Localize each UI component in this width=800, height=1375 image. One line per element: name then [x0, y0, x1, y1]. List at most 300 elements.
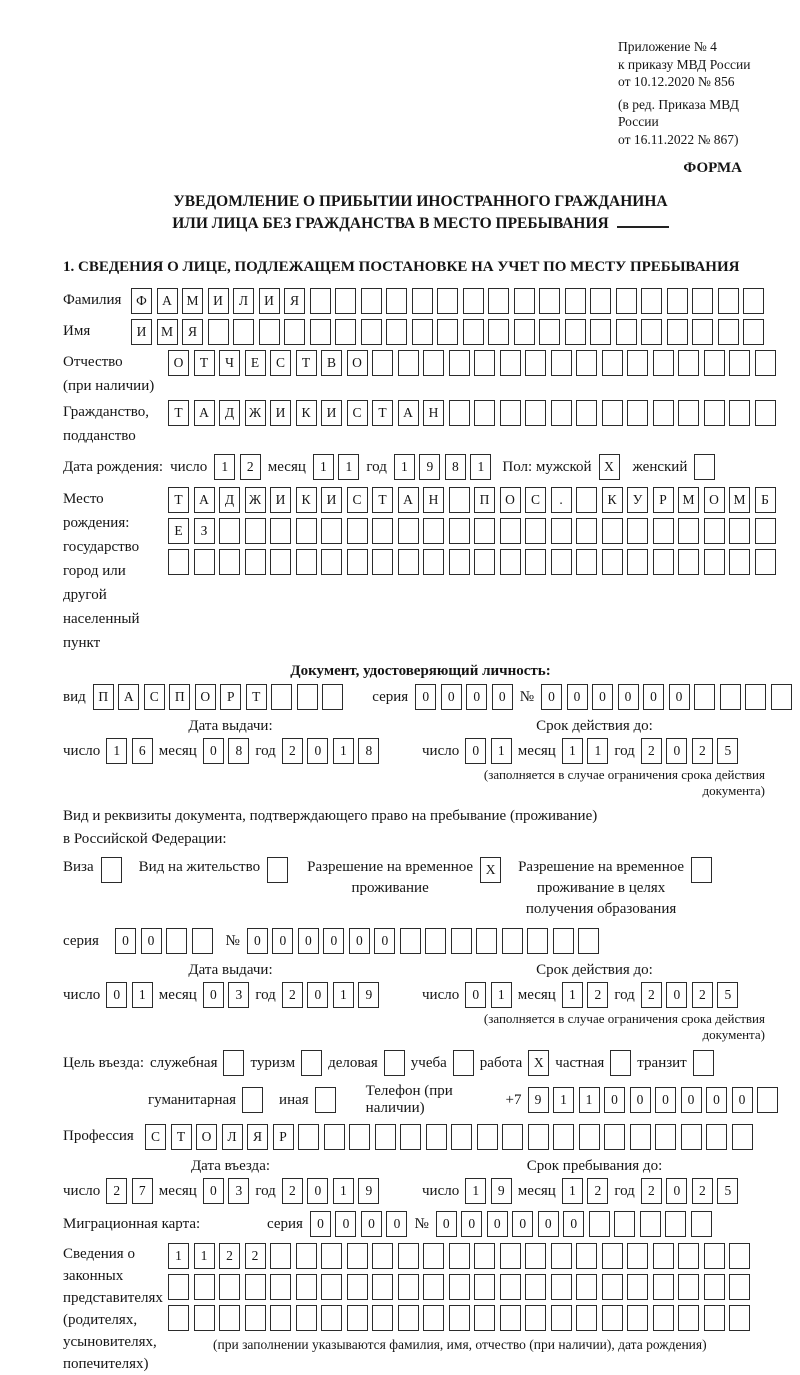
char-cell-empty[interactable]: [691, 857, 712, 883]
char-cell-filled[interactable]: 2: [282, 982, 303, 1008]
char-cell-filled[interactable]: М: [157, 319, 178, 345]
char-cell-filled[interactable]: 1: [470, 454, 491, 480]
char-cell-filled[interactable]: В: [321, 350, 342, 376]
char-cell-filled[interactable]: 1: [338, 454, 359, 480]
char-cell-filled[interactable]: А: [398, 487, 419, 513]
char-cell-empty[interactable]: [242, 1087, 263, 1113]
char-cell-filled[interactable]: 5: [717, 1178, 738, 1204]
char-cell-filled[interactable]: У: [627, 487, 648, 513]
char-cell-empty[interactable]: [449, 518, 470, 544]
char-cell-empty[interactable]: [347, 518, 368, 544]
char-cell-filled[interactable]: Ж: [245, 487, 266, 513]
char-cell-filled[interactable]: Ч: [219, 350, 240, 376]
char-cell-empty[interactable]: [578, 928, 599, 954]
char-cell-filled[interactable]: 0: [247, 928, 268, 954]
char-cell-filled[interactable]: М: [182, 288, 203, 314]
char-cell-empty[interactable]: [576, 487, 597, 513]
char-cell-empty[interactable]: [681, 1124, 702, 1150]
char-cell-empty[interactable]: [718, 319, 739, 345]
char-cell-filled[interactable]: 9: [528, 1087, 549, 1113]
char-cell-empty[interactable]: [729, 1243, 750, 1269]
char-cell-empty[interactable]: [463, 319, 484, 345]
char-cell-filled[interactable]: 2: [692, 1178, 713, 1204]
char-cell-filled[interactable]: 0: [681, 1087, 702, 1113]
char-cell-empty[interactable]: [729, 350, 750, 376]
char-cell-empty[interactable]: [551, 549, 572, 575]
char-cell-empty[interactable]: [640, 1211, 661, 1237]
char-cell-empty[interactable]: [321, 1274, 342, 1300]
char-cell-empty[interactable]: [270, 1274, 291, 1300]
char-cell-empty[interactable]: [678, 549, 699, 575]
char-cell-empty[interactable]: [398, 1243, 419, 1269]
char-cell-filled[interactable]: 5: [717, 982, 738, 1008]
char-cell-empty[interactable]: [525, 400, 546, 426]
char-cell-empty[interactable]: [576, 350, 597, 376]
char-cell-empty[interactable]: [500, 549, 521, 575]
char-cell-filled[interactable]: 0: [335, 1211, 356, 1237]
char-cell-empty[interactable]: [732, 1124, 753, 1150]
char-cell-empty[interactable]: [335, 319, 356, 345]
char-cell-filled[interactable]: Я: [284, 288, 305, 314]
char-cell-filled[interactable]: М: [678, 487, 699, 513]
char-cell-empty[interactable]: [398, 518, 419, 544]
char-cell-empty[interactable]: [655, 1124, 676, 1150]
char-cell-filled[interactable]: 2: [692, 738, 713, 764]
char-cell-empty[interactable]: [284, 319, 305, 345]
char-cell-empty[interactable]: [449, 1243, 470, 1269]
char-cell-empty[interactable]: [553, 928, 574, 954]
char-cell-empty[interactable]: [425, 928, 446, 954]
char-cell-empty[interactable]: [449, 350, 470, 376]
char-cell-filled[interactable]: И: [270, 400, 291, 426]
char-cell-filled[interactable]: 0: [666, 1178, 687, 1204]
char-cell-filled[interactable]: К: [296, 487, 317, 513]
char-cell-filled[interactable]: 0: [106, 982, 127, 1008]
char-cell-empty[interactable]: [729, 549, 750, 575]
char-cell-filled[interactable]: 2: [587, 982, 608, 1008]
char-cell-filled[interactable]: 0: [307, 1178, 328, 1204]
char-cell-empty[interactable]: [423, 1243, 444, 1269]
char-cell-filled[interactable]: И: [321, 400, 342, 426]
char-cell-empty[interactable]: [525, 518, 546, 544]
char-cell-empty[interactable]: [474, 1243, 495, 1269]
char-cell-empty[interactable]: [665, 1211, 686, 1237]
char-cell-empty[interactable]: [589, 1211, 610, 1237]
char-cell-filled[interactable]: Р: [220, 684, 241, 710]
char-cell-filled[interactable]: 0: [141, 928, 162, 954]
char-cell-filled[interactable]: 0: [436, 1211, 457, 1237]
char-cell-filled[interactable]: 0: [512, 1211, 533, 1237]
char-cell-empty[interactable]: [296, 549, 317, 575]
char-cell-empty[interactable]: [296, 1243, 317, 1269]
char-cell-empty[interactable]: [463, 288, 484, 314]
char-cell-empty[interactable]: [372, 350, 393, 376]
char-cell-empty[interactable]: [361, 319, 382, 345]
char-cell-empty[interactable]: [474, 350, 495, 376]
char-cell-filled[interactable]: 0: [310, 1211, 331, 1237]
char-cell-empty[interactable]: [551, 1243, 572, 1269]
char-cell-empty[interactable]: [755, 549, 776, 575]
char-cell-empty[interactable]: [616, 319, 637, 345]
char-cell-filled[interactable]: 0: [415, 684, 436, 710]
char-cell-filled[interactable]: 1: [214, 454, 235, 480]
char-cell-empty[interactable]: [551, 518, 572, 544]
char-cell-empty[interactable]: [610, 1050, 631, 1076]
char-cell-filled[interactable]: 7: [132, 1178, 153, 1204]
char-cell-empty[interactable]: [347, 1243, 368, 1269]
char-cell-empty[interactable]: [743, 319, 764, 345]
char-cell-empty[interactable]: [525, 549, 546, 575]
char-cell-filled[interactable]: А: [118, 684, 139, 710]
char-cell-filled[interactable]: 8: [228, 738, 249, 764]
char-cell-empty[interactable]: [347, 1305, 368, 1331]
char-cell-empty[interactable]: [451, 928, 472, 954]
char-cell-empty[interactable]: [616, 288, 637, 314]
char-cell-empty[interactable]: [321, 518, 342, 544]
char-cell-empty[interactable]: [729, 1305, 750, 1331]
char-cell-empty[interactable]: [477, 1124, 498, 1150]
char-cell-filled[interactable]: 1: [168, 1243, 189, 1269]
char-cell-filled[interactable]: О: [500, 487, 521, 513]
char-cell-empty[interactable]: [551, 400, 572, 426]
char-cell-filled[interactable]: .: [551, 487, 572, 513]
char-cell-empty[interactable]: [347, 1274, 368, 1300]
char-cell-empty[interactable]: [551, 350, 572, 376]
char-cell-empty[interactable]: [678, 350, 699, 376]
char-cell-filled[interactable]: П: [93, 684, 114, 710]
char-cell-empty[interactable]: [576, 518, 597, 544]
char-cell-filled[interactable]: 2: [587, 1178, 608, 1204]
char-cell-empty[interactable]: [426, 1124, 447, 1150]
char-cell-filled[interactable]: X: [528, 1050, 549, 1076]
char-cell-filled[interactable]: 1: [132, 982, 153, 1008]
char-cell-filled[interactable]: 1: [194, 1243, 215, 1269]
char-cell-empty[interactable]: [743, 288, 764, 314]
char-cell-empty[interactable]: [514, 319, 535, 345]
char-cell-empty[interactable]: [372, 1243, 393, 1269]
char-cell-empty[interactable]: [627, 350, 648, 376]
char-cell-empty[interactable]: [168, 1305, 189, 1331]
char-cell-empty[interactable]: [590, 319, 611, 345]
char-cell-empty[interactable]: [192, 928, 213, 954]
char-cell-empty[interactable]: [704, 518, 725, 544]
char-cell-filled[interactable]: 0: [655, 1087, 676, 1113]
char-cell-empty[interactable]: [474, 549, 495, 575]
char-cell-empty[interactable]: [449, 487, 470, 513]
char-cell-empty[interactable]: [449, 1274, 470, 1300]
char-cell-empty[interactable]: [755, 350, 776, 376]
char-cell-empty[interactable]: [437, 288, 458, 314]
char-cell-filled[interactable]: 1: [553, 1087, 574, 1113]
char-cell-empty[interactable]: [245, 1274, 266, 1300]
char-cell-empty[interactable]: [539, 319, 560, 345]
char-cell-empty[interactable]: [527, 928, 548, 954]
char-cell-empty[interactable]: [653, 1243, 674, 1269]
char-cell-empty[interactable]: [488, 288, 509, 314]
char-cell-empty[interactable]: [219, 549, 240, 575]
char-cell-empty[interactable]: [704, 350, 725, 376]
char-cell-empty[interactable]: [423, 1274, 444, 1300]
char-cell-empty[interactable]: [474, 518, 495, 544]
char-cell-empty[interactable]: [678, 1274, 699, 1300]
char-cell-filled[interactable]: 3: [228, 1178, 249, 1204]
char-cell-empty[interactable]: [474, 1274, 495, 1300]
char-cell-filled[interactable]: 1: [491, 738, 512, 764]
char-cell-empty[interactable]: [576, 1243, 597, 1269]
char-cell-filled[interactable]: Т: [372, 487, 393, 513]
char-cell-filled[interactable]: 2: [641, 738, 662, 764]
char-cell-filled[interactable]: 0: [461, 1211, 482, 1237]
char-cell-empty[interactable]: [347, 549, 368, 575]
char-cell-filled[interactable]: 0: [203, 982, 224, 1008]
char-cell-filled[interactable]: 1: [333, 982, 354, 1008]
char-cell-filled[interactable]: 0: [386, 1211, 407, 1237]
char-cell-empty[interactable]: [627, 1305, 648, 1331]
char-cell-empty[interactable]: [692, 288, 713, 314]
char-cell-empty[interactable]: [667, 319, 688, 345]
char-cell-filled[interactable]: 3: [228, 982, 249, 1008]
char-cell-empty[interactable]: [678, 1243, 699, 1269]
char-cell-empty[interactable]: [755, 400, 776, 426]
char-cell-filled[interactable]: 0: [466, 684, 487, 710]
char-cell-empty[interactable]: [704, 1243, 725, 1269]
char-cell-empty[interactable]: [602, 518, 623, 544]
char-cell-filled[interactable]: Н: [423, 400, 444, 426]
char-cell-empty[interactable]: [551, 1274, 572, 1300]
char-cell-empty[interactable]: [502, 928, 523, 954]
char-cell-filled[interactable]: 0: [538, 1211, 559, 1237]
char-cell-filled[interactable]: О: [347, 350, 368, 376]
char-cell-filled[interactable]: 1: [587, 738, 608, 764]
char-cell-empty[interactable]: [372, 518, 393, 544]
char-cell-empty[interactable]: [641, 319, 662, 345]
char-cell-empty[interactable]: [321, 1243, 342, 1269]
char-cell-filled[interactable]: Б: [755, 487, 776, 513]
char-cell-empty[interactable]: [551, 1305, 572, 1331]
char-cell-empty[interactable]: [500, 350, 521, 376]
char-cell-filled[interactable]: К: [602, 487, 623, 513]
char-cell-empty[interactable]: [579, 1124, 600, 1150]
char-cell-empty[interactable]: [590, 288, 611, 314]
char-cell-filled[interactable]: Т: [171, 1124, 192, 1150]
char-cell-empty[interactable]: [525, 1274, 546, 1300]
char-cell-empty[interactable]: [101, 857, 122, 883]
char-cell-empty[interactable]: [245, 518, 266, 544]
char-cell-empty[interactable]: [691, 1211, 712, 1237]
char-cell-empty[interactable]: [194, 1305, 215, 1331]
char-cell-filled[interactable]: С: [145, 1124, 166, 1150]
char-cell-filled[interactable]: Е: [168, 518, 189, 544]
char-cell-empty[interactable]: [528, 1124, 549, 1150]
char-cell-empty[interactable]: [310, 288, 331, 314]
char-cell-empty[interactable]: [502, 1124, 523, 1150]
char-cell-empty[interactable]: [653, 518, 674, 544]
char-cell-empty[interactable]: [476, 928, 497, 954]
char-cell-empty[interactable]: [398, 1305, 419, 1331]
char-cell-filled[interactable]: 0: [630, 1087, 651, 1113]
char-cell-empty[interactable]: [451, 1124, 472, 1150]
char-cell-filled[interactable]: 1: [313, 454, 334, 480]
char-cell-filled[interactable]: 1: [562, 1178, 583, 1204]
char-cell-filled[interactable]: 1: [394, 454, 415, 480]
char-cell-empty[interactable]: [324, 1124, 345, 1150]
char-cell-empty[interactable]: [525, 1305, 546, 1331]
char-cell-empty[interactable]: [315, 1087, 336, 1113]
char-cell-empty[interactable]: [384, 1050, 405, 1076]
char-cell-filled[interactable]: 0: [298, 928, 319, 954]
char-cell-filled[interactable]: 0: [349, 928, 370, 954]
char-cell-filled[interactable]: Я: [247, 1124, 268, 1150]
char-cell-empty[interactable]: [745, 684, 766, 710]
char-cell-filled[interactable]: 0: [643, 684, 664, 710]
char-cell-filled[interactable]: П: [169, 684, 190, 710]
char-cell-empty[interactable]: [706, 1124, 727, 1150]
char-cell-empty[interactable]: [296, 518, 317, 544]
char-cell-empty[interactable]: [602, 1274, 623, 1300]
char-cell-empty[interactable]: [298, 1124, 319, 1150]
char-cell-empty[interactable]: [321, 549, 342, 575]
char-cell-filled[interactable]: 0: [465, 738, 486, 764]
char-cell-empty[interactable]: [386, 288, 407, 314]
char-cell-empty[interactable]: [412, 288, 433, 314]
char-cell-filled[interactable]: Т: [168, 487, 189, 513]
char-cell-filled[interactable]: 0: [563, 1211, 584, 1237]
char-cell-filled[interactable]: Р: [273, 1124, 294, 1150]
char-cell-filled[interactable]: Ж: [245, 400, 266, 426]
char-cell-filled[interactable]: 1: [562, 982, 583, 1008]
char-cell-filled[interactable]: 9: [358, 1178, 379, 1204]
char-cell-empty[interactable]: [297, 684, 318, 710]
char-cell-filled[interactable]: 0: [203, 738, 224, 764]
char-cell-filled[interactable]: 0: [706, 1087, 727, 1113]
char-cell-filled[interactable]: 0: [666, 738, 687, 764]
char-cell-filled[interactable]: 0: [669, 684, 690, 710]
char-cell-empty[interactable]: [449, 549, 470, 575]
char-cell-filled[interactable]: К: [296, 400, 317, 426]
char-cell-empty[interactable]: [474, 1305, 495, 1331]
char-cell-empty[interactable]: [771, 684, 792, 710]
char-cell-empty[interactable]: [372, 1274, 393, 1300]
char-cell-filled[interactable]: 1: [579, 1087, 600, 1113]
char-cell-empty[interactable]: [449, 1305, 470, 1331]
char-cell-empty[interactable]: [361, 288, 382, 314]
char-cell-filled[interactable]: С: [270, 350, 291, 376]
char-cell-filled[interactable]: 5: [717, 738, 738, 764]
char-cell-empty[interactable]: [653, 350, 674, 376]
char-cell-empty[interactable]: [372, 549, 393, 575]
char-cell-empty[interactable]: [386, 319, 407, 345]
char-cell-filled[interactable]: 0: [541, 684, 562, 710]
char-cell-filled[interactable]: 0: [441, 684, 462, 710]
char-cell-filled[interactable]: Д: [219, 400, 240, 426]
char-cell-empty[interactable]: [553, 1124, 574, 1150]
char-cell-empty[interactable]: [539, 288, 560, 314]
char-cell-filled[interactable]: 0: [374, 928, 395, 954]
char-cell-empty[interactable]: [757, 1087, 778, 1113]
char-cell-empty[interactable]: [412, 319, 433, 345]
char-cell-empty[interactable]: [565, 288, 586, 314]
char-cell-empty[interactable]: [449, 400, 470, 426]
char-cell-empty[interactable]: [322, 684, 343, 710]
char-cell-filled[interactable]: И: [270, 487, 291, 513]
char-cell-empty[interactable]: [641, 288, 662, 314]
char-cell-filled[interactable]: X: [599, 454, 620, 480]
char-cell-empty[interactable]: [729, 1274, 750, 1300]
char-cell-empty[interactable]: [267, 857, 288, 883]
char-cell-filled[interactable]: 0: [272, 928, 293, 954]
char-cell-empty[interactable]: [270, 1243, 291, 1269]
char-cell-empty[interactable]: [423, 518, 444, 544]
char-cell-empty[interactable]: [602, 350, 623, 376]
char-cell-filled[interactable]: 2: [282, 1178, 303, 1204]
char-cell-filled[interactable]: С: [525, 487, 546, 513]
char-cell-filled[interactable]: 0: [465, 982, 486, 1008]
char-cell-filled[interactable]: 0: [115, 928, 136, 954]
char-cell-empty[interactable]: [602, 1243, 623, 1269]
char-cell-filled[interactable]: Н: [423, 487, 444, 513]
char-cell-empty[interactable]: [194, 1274, 215, 1300]
char-cell-filled[interactable]: 0: [203, 1178, 224, 1204]
char-cell-filled[interactable]: 0: [592, 684, 613, 710]
char-cell-filled[interactable]: М: [729, 487, 750, 513]
char-cell-empty[interactable]: [627, 400, 648, 426]
char-cell-filled[interactable]: 2: [240, 454, 261, 480]
char-cell-filled[interactable]: Л: [222, 1124, 243, 1150]
char-cell-empty[interactable]: [398, 549, 419, 575]
char-cell-filled[interactable]: 0: [487, 1211, 508, 1237]
char-cell-filled[interactable]: 0: [732, 1087, 753, 1113]
char-cell-filled[interactable]: 2: [641, 982, 662, 1008]
char-cell-filled[interactable]: С: [144, 684, 165, 710]
char-cell-filled[interactable]: И: [259, 288, 280, 314]
char-cell-empty[interactable]: [168, 549, 189, 575]
char-cell-filled[interactable]: 1: [562, 738, 583, 764]
char-cell-empty[interactable]: [602, 400, 623, 426]
char-cell-filled[interactable]: Я: [182, 319, 203, 345]
char-cell-filled[interactable]: 0: [604, 1087, 625, 1113]
char-cell-empty[interactable]: [194, 549, 215, 575]
char-cell-empty[interactable]: [500, 1243, 521, 1269]
char-cell-filled[interactable]: 8: [445, 454, 466, 480]
char-cell-empty[interactable]: [208, 319, 229, 345]
char-cell-empty[interactable]: [423, 1305, 444, 1331]
char-cell-empty[interactable]: [704, 1305, 725, 1331]
char-cell-filled[interactable]: 0: [492, 684, 513, 710]
char-cell-empty[interactable]: [627, 1243, 648, 1269]
char-cell-empty[interactable]: [400, 1124, 421, 1150]
char-cell-empty[interactable]: [301, 1050, 322, 1076]
char-cell-empty[interactable]: [653, 1305, 674, 1331]
char-cell-filled[interactable]: Ф: [131, 288, 152, 314]
char-cell-empty[interactable]: [653, 400, 674, 426]
char-cell-empty[interactable]: [694, 454, 715, 480]
char-cell-empty[interactable]: [525, 1243, 546, 1269]
char-cell-empty[interactable]: [653, 549, 674, 575]
char-cell-empty[interactable]: [729, 400, 750, 426]
char-cell-empty[interactable]: [500, 1305, 521, 1331]
char-cell-empty[interactable]: [245, 1305, 266, 1331]
char-cell-filled[interactable]: Р: [653, 487, 674, 513]
char-cell-filled[interactable]: Т: [168, 400, 189, 426]
char-cell-filled[interactable]: С: [347, 487, 368, 513]
char-cell-empty[interactable]: [335, 288, 356, 314]
char-cell-empty[interactable]: [233, 319, 254, 345]
char-cell-empty[interactable]: [627, 1274, 648, 1300]
char-cell-filled[interactable]: 2: [106, 1178, 127, 1204]
char-cell-empty[interactable]: [602, 549, 623, 575]
char-cell-empty[interactable]: [453, 1050, 474, 1076]
char-cell-filled[interactable]: А: [194, 487, 215, 513]
